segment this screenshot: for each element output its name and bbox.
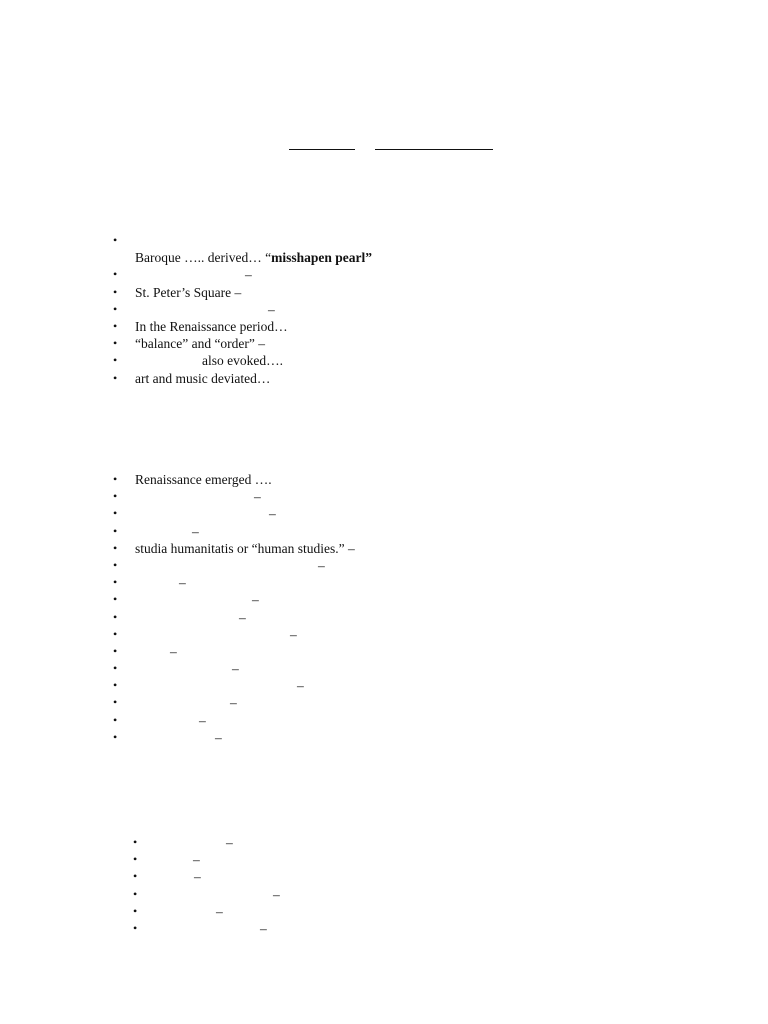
bullet-icon: • [113, 336, 118, 351]
list-item [113, 266, 372, 283]
bullet-icon: • [113, 284, 118, 299]
bullet-icon: • [113, 609, 118, 624]
bullet-icon: • [113, 626, 118, 641]
item-bold-text: misshapen pearl” [271, 250, 372, 266]
title-underline-2 [375, 149, 493, 150]
list-item [113, 557, 355, 574]
list-item [113, 471, 355, 488]
item-dash: – [192, 523, 199, 539]
bullet-icon: • [113, 540, 118, 555]
item-dash: – [193, 852, 200, 868]
item-text: St. Peter’s Square – [135, 284, 242, 300]
list-item [113, 574, 355, 591]
bullet-list-renaissance [113, 471, 355, 746]
list-item [113, 318, 372, 335]
item-dash: – [170, 643, 177, 659]
bullet-icon: • [113, 370, 118, 385]
bullet-icon: • [113, 712, 118, 727]
bullet-icon: • [113, 523, 118, 538]
item-dash: – [194, 869, 201, 885]
bullet-icon: • [113, 318, 118, 333]
item-dash: – [318, 557, 325, 573]
list-item [113, 591, 355, 608]
bullet-icon: • [113, 353, 118, 368]
list-item [113, 370, 372, 387]
bullet-icon: • [113, 301, 118, 316]
bullet-icon: • [113, 489, 118, 504]
bullet-icon: • [113, 695, 118, 710]
bullet-icon: • [113, 643, 118, 658]
bullet-icon: • [133, 920, 138, 935]
item-text: In the Renaissance period… [135, 318, 288, 334]
list-item [113, 523, 355, 540]
item-dash: – [290, 626, 297, 642]
bullet-icon: • [133, 903, 138, 918]
bullet-icon: • [113, 506, 118, 521]
item-dash: – [215, 729, 222, 745]
item-dash: – [239, 609, 246, 625]
bullet-icon: • [113, 575, 118, 590]
item-text: studia humanitatis or “human studies.” – [135, 540, 355, 556]
list-item [113, 352, 372, 369]
item-dash: – [179, 575, 186, 591]
item-dash: – [260, 920, 267, 936]
list-item [113, 660, 355, 677]
item-dash: – [199, 712, 206, 728]
item-dash: – [297, 678, 304, 694]
bullet-icon: • [113, 472, 118, 486]
bullet-icon: • [133, 852, 138, 867]
item-dash: – [230, 695, 237, 711]
list-item [113, 284, 372, 301]
bullet-icon: • [113, 233, 118, 247]
item-text: art and music deviated… [135, 370, 271, 386]
item-dash: – [268, 301, 275, 317]
bullet-icon: • [133, 886, 138, 901]
bullet-icon: • [113, 678, 118, 693]
bullet-icon: • [113, 267, 118, 282]
list-item [113, 232, 372, 249]
item-dash: – [226, 835, 233, 850]
list-item [113, 712, 355, 729]
list-item [113, 609, 355, 626]
list-item [113, 301, 372, 318]
list-item [113, 643, 355, 660]
item-dash: – [269, 506, 276, 522]
list-item [135, 249, 372, 266]
list-item [113, 540, 355, 557]
list-item [113, 626, 355, 643]
item-text: Renaissance emerged …. [135, 472, 272, 487]
item-dash: – [254, 489, 261, 505]
list-item [113, 694, 355, 711]
item-dash: – [273, 886, 280, 902]
title-underline-1 [289, 149, 355, 150]
item-dash: – [245, 267, 252, 283]
bullet-icon: • [113, 729, 118, 744]
list-item [113, 488, 355, 505]
item-dash: – [232, 661, 239, 677]
item-dash: – [252, 592, 259, 608]
item-text: also evoked…. [202, 353, 283, 369]
item-text: Baroque ….. derived… “ [135, 250, 272, 266]
bullet-icon: • [113, 557, 118, 572]
list-item [113, 335, 372, 352]
list-item [113, 729, 355, 746]
list-item [113, 677, 355, 694]
bullet-icon: • [113, 592, 118, 607]
bullet-icon: • [113, 661, 118, 676]
bullet-list-baroque [113, 232, 372, 387]
item-dash: – [216, 903, 223, 919]
bullet-icon: • [133, 835, 138, 849]
bullet-icon: • [133, 869, 138, 884]
item-text: “balance” and “order” – [135, 336, 266, 352]
list-item [113, 505, 355, 522]
